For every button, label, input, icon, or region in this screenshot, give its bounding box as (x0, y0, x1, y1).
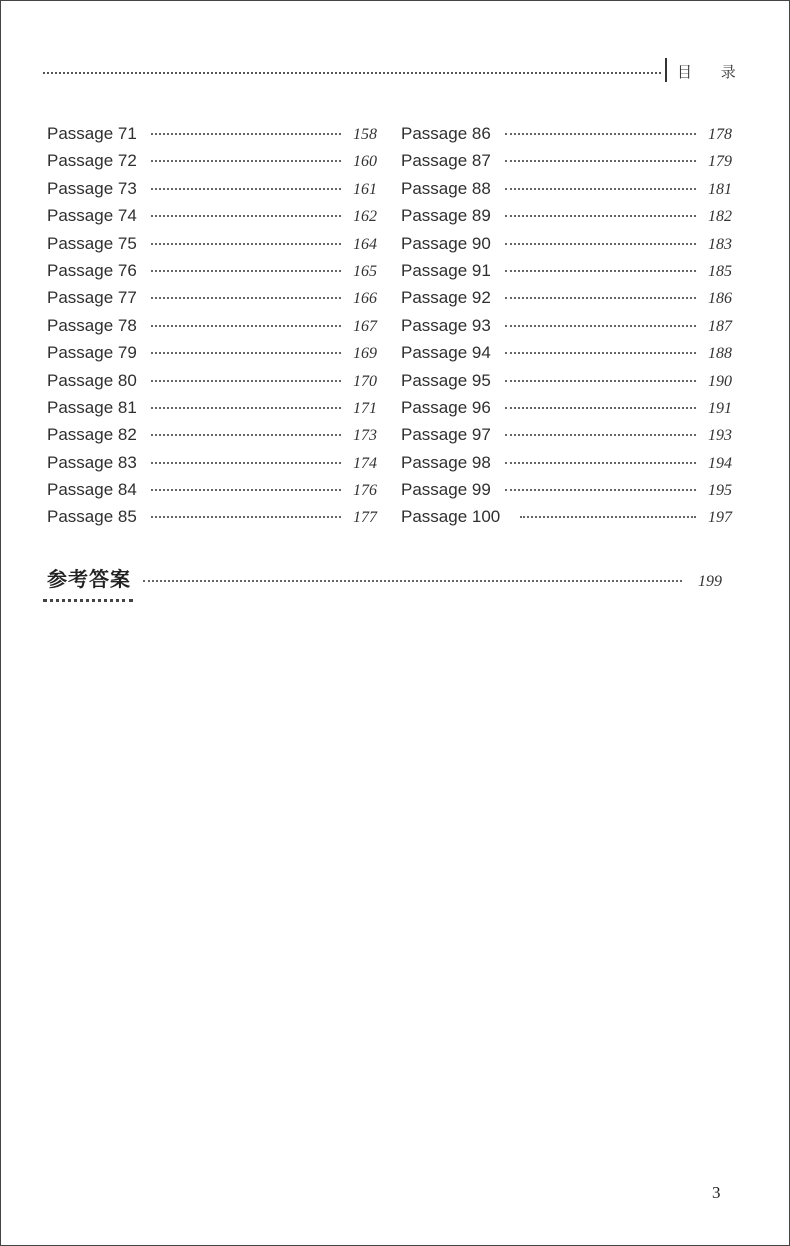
dot-leader (505, 297, 696, 299)
toc-entry-label: Passage 94 (401, 343, 491, 363)
toc-entry-label: Passage 73 (47, 178, 137, 198)
toc-entry-label: Passage 91 (401, 260, 491, 280)
toc-entry-label: Passage 84 (47, 480, 137, 500)
dot-leader (151, 434, 341, 436)
dot-leader (505, 489, 696, 491)
dot-leader (505, 352, 696, 354)
toc-entry-page-number: 193 (708, 427, 732, 445)
toc-entry-page-number: 183 (708, 235, 732, 253)
toc-entry-page-number: 178 (708, 126, 732, 143)
dot-leader (151, 270, 341, 272)
toc-entry[interactable] (47, 449, 377, 476)
toc-entry-page-number: 188 (708, 345, 732, 363)
toc-entry[interactable] (401, 339, 732, 366)
toc-entry-label: Passage 96 (401, 397, 491, 417)
toc-answers-entry[interactable] (47, 563, 722, 592)
dot-leader (151, 188, 341, 190)
answers-underline (43, 599, 133, 602)
dot-leader (151, 243, 341, 245)
toc-entry[interactable] (401, 367, 732, 394)
answers-page-number: 199 (698, 573, 722, 590)
toc-entry-page-number: 195 (708, 482, 732, 500)
dot-leader (151, 325, 341, 327)
toc-entry[interactable] (47, 367, 377, 394)
toc-entry[interactable] (401, 503, 732, 530)
toc-entry-label: Passage 85 (47, 507, 137, 527)
toc-entry[interactable] (47, 503, 377, 530)
dot-leader (505, 325, 696, 327)
toc-entry[interactable] (47, 230, 377, 257)
toc-entry-label: Passage 97 (401, 425, 491, 445)
toc-entry[interactable] (401, 421, 732, 448)
toc-entry-label: Passage 90 (401, 233, 491, 253)
toc-entry-page-number: 167 (353, 317, 377, 335)
dot-leader (520, 516, 696, 518)
toc-entry-page-number: 169 (353, 345, 377, 363)
toc-entry-label: Passage 87 (401, 151, 491, 171)
toc-entry[interactable] (401, 202, 732, 229)
toc-entry[interactable] (401, 257, 732, 284)
toc-entry-page-number: 171 (353, 399, 377, 417)
toc-entry-label: Passage 74 (47, 206, 137, 226)
toc-entry-label: Passage 88 (401, 178, 491, 198)
toc-entry-page-number: 174 (353, 454, 377, 472)
toc-entry-label: Passage 93 (401, 315, 491, 335)
toc-entry-page-number: 164 (353, 235, 377, 253)
dot-leader (505, 215, 696, 217)
dot-leader (505, 407, 696, 409)
toc-entry-label: Passage 80 (47, 370, 137, 390)
toc-entry-page-number: 179 (708, 153, 732, 171)
toc-entry-page-number: 190 (708, 372, 732, 390)
toc-entry[interactable] (47, 257, 377, 284)
dot-leader (505, 434, 696, 436)
toc-entry-label: Passage 78 (47, 315, 137, 335)
toc-entry-page-number: 177 (353, 509, 377, 527)
toc-entry-label: Passage 82 (47, 425, 137, 445)
toc-entry-page-number: 182 (708, 208, 732, 226)
dot-leader (505, 380, 696, 382)
toc-entry-label: Passage 71 (47, 124, 137, 143)
toc-entry[interactable] (47, 202, 377, 229)
toc-entry-label: Passage 77 (47, 288, 137, 308)
dot-leader (505, 462, 696, 464)
toc-entry[interactable] (401, 476, 732, 503)
toc-entry-label: Passage 83 (47, 452, 137, 472)
toc-entry-page-number: 176 (353, 482, 377, 500)
toc-entry[interactable] (401, 147, 732, 174)
toc-column-right (401, 120, 732, 531)
header-dotted-rule (43, 72, 661, 74)
toc-entry-label: Passage 75 (47, 233, 137, 253)
dot-leader (143, 580, 682, 582)
toc-entry-page-number: 185 (708, 262, 732, 280)
toc-entry[interactable] (47, 175, 377, 202)
toc-entry-page-number: 160 (353, 153, 377, 171)
toc-entry-page-number: 173 (353, 427, 377, 445)
dot-leader (151, 462, 341, 464)
toc-entry[interactable] (401, 230, 732, 257)
dot-leader (505, 133, 696, 135)
toc-entry[interactable] (401, 120, 732, 147)
toc-entry-label: Passage 95 (401, 370, 491, 390)
toc-entry-label: Passage 79 (47, 343, 137, 363)
dot-leader (505, 188, 696, 190)
dot-leader (151, 352, 341, 354)
dot-leader (151, 133, 341, 135)
dot-leader (151, 297, 341, 299)
toc-entry-label: Passage 81 (47, 397, 137, 417)
toc-entry[interactable] (47, 312, 377, 339)
toc-entry[interactable] (401, 175, 732, 202)
toc-entry-label: Passage 98 (401, 452, 491, 472)
dot-leader (151, 215, 341, 217)
toc-entry-page-number: 186 (708, 290, 732, 308)
toc-entry-page-number: 194 (708, 454, 732, 472)
dot-leader (151, 407, 341, 409)
toc-entry-page-number: 166 (353, 290, 377, 308)
dot-leader (505, 243, 696, 245)
toc-entry-page-number: 161 (353, 180, 377, 198)
dot-leader (151, 160, 341, 162)
answers-heading (47, 563, 131, 592)
toc-entry-label: Passage 89 (401, 206, 491, 226)
header-title: 目 录 (677, 63, 748, 81)
dot-leader (151, 516, 341, 518)
dot-leader (505, 160, 696, 162)
toc-entry-page-number: 170 (353, 372, 377, 390)
header-divider (665, 58, 667, 82)
toc-entry[interactable] (47, 284, 377, 311)
toc-entry-page-number: 162 (353, 208, 377, 226)
dot-leader (151, 489, 341, 491)
toc-entry[interactable] (401, 284, 732, 311)
toc-entry-page-number: 165 (353, 262, 377, 280)
toc-entry[interactable] (47, 476, 377, 503)
toc-entry-page-number: 181 (708, 180, 732, 198)
dot-leader (505, 270, 696, 272)
toc-entry-label: Passage 76 (47, 260, 137, 280)
toc-entry[interactable] (401, 312, 732, 339)
toc-entry-label: Passage 92 (401, 288, 491, 308)
toc-entry[interactable] (401, 394, 732, 421)
toc-entry[interactable] (47, 421, 377, 448)
toc-entry-label: Passage 99 (401, 480, 491, 500)
footer-page-number: 3 (712, 1183, 721, 1202)
toc-entry-label: Passage 72 (47, 151, 137, 171)
toc-entry-page-number: 187 (708, 317, 732, 335)
toc-entry-page-number: 158 (353, 126, 377, 143)
answers-label: 参考答案 (47, 567, 131, 591)
toc-entry[interactable] (401, 449, 732, 476)
toc-entry-page-number: 197 (708, 509, 732, 527)
toc-entry-label: Passage 86 (401, 124, 491, 143)
dot-leader (151, 380, 341, 382)
toc-entry[interactable] (47, 120, 377, 147)
toc-column-left (47, 120, 377, 531)
toc-entry[interactable] (47, 147, 377, 174)
toc-entry-label: Passage 100 (401, 507, 501, 527)
toc-entry[interactable] (47, 339, 377, 366)
toc-entry[interactable] (47, 394, 377, 421)
toc-entry-page-number: 191 (708, 399, 732, 417)
